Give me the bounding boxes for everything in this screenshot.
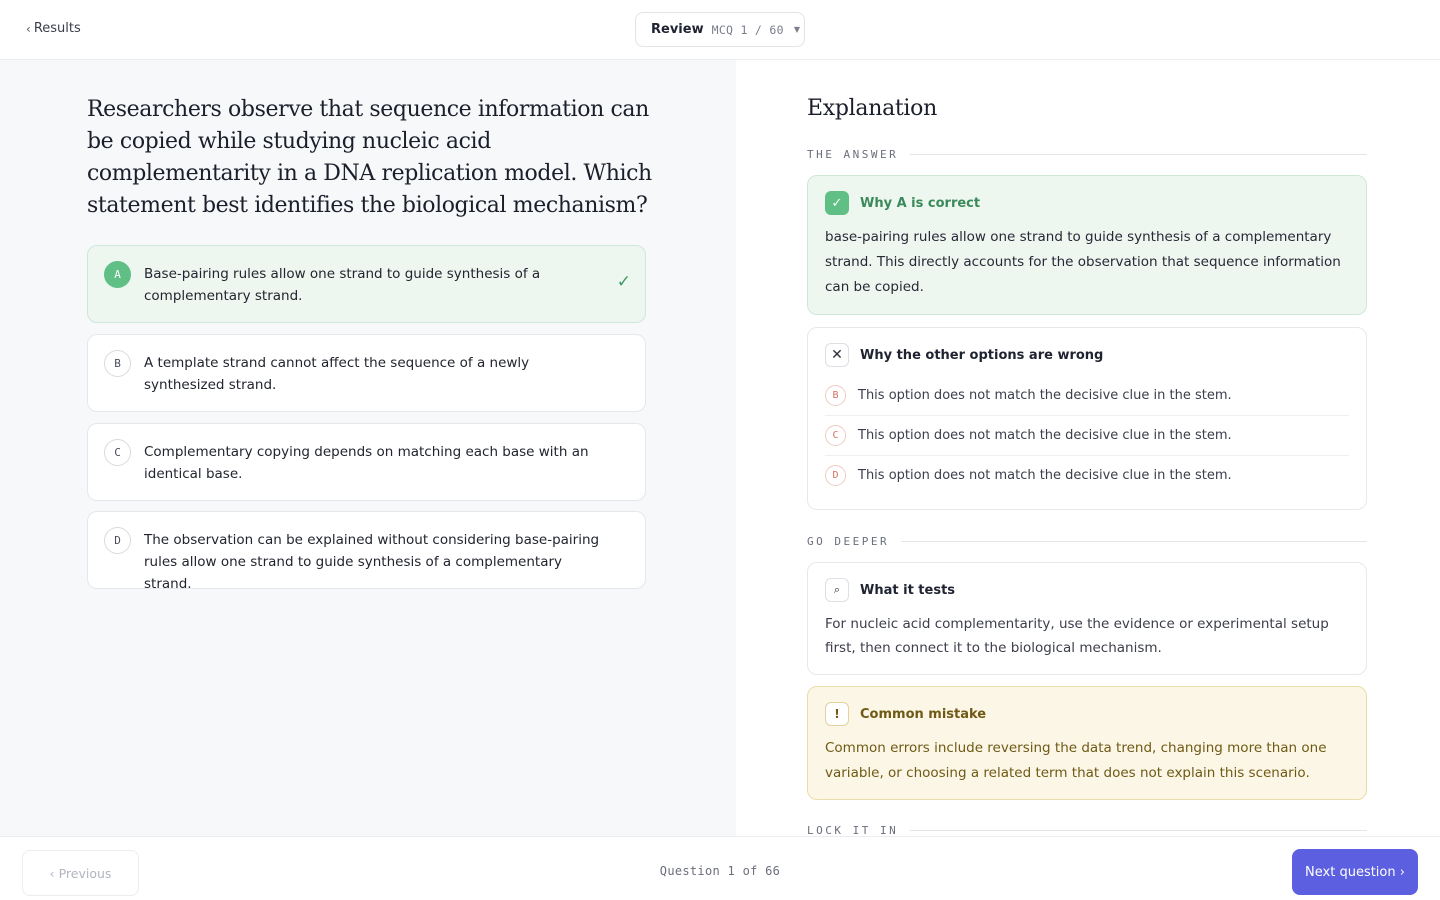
option-b[interactable] xyxy=(87,334,646,412)
option-text: Base-pairing rules allow one strand to guide synthesis of a complementary strand. xyxy=(144,266,541,304)
wrong-option-row xyxy=(825,415,1349,455)
option-d[interactable] xyxy=(87,511,646,592)
wrong-option-letter: C xyxy=(825,425,846,446)
card-title: What it tests xyxy=(860,582,956,598)
search-icon: ⌕ xyxy=(825,578,849,602)
question-panel xyxy=(0,60,736,836)
section-label-text: THE ANSWER xyxy=(807,148,899,161)
previous-label: Previous xyxy=(58,865,112,881)
option-text: The observation can be explained without considering base-pairing rules allow one strand to guide synthesis of a complementary strand. xyxy=(144,532,600,592)
what-it-tests-card xyxy=(807,562,1367,675)
check-icon: ✓ xyxy=(825,191,849,215)
wrong-option-row xyxy=(825,455,1349,495)
explanation-panel[interactable] xyxy=(736,60,1440,836)
section-divider xyxy=(901,541,1367,542)
wrong-option-text: This option does not match the decisive clue in the stem. xyxy=(858,468,1232,483)
card-header xyxy=(825,343,1103,367)
common-mistake-card xyxy=(807,686,1367,800)
card-title: Why the other options are wrong xyxy=(860,347,1104,363)
wrong-option-letter: D xyxy=(825,465,846,486)
close-icon: ✕ xyxy=(825,343,849,367)
option-letter: A xyxy=(104,261,131,288)
back-link-label: Results xyxy=(33,21,81,36)
section-divider xyxy=(910,830,1367,831)
wrong-option-text: This option does not match the decisive clue in the stem. xyxy=(858,387,1232,403)
option-letter: C xyxy=(104,439,131,466)
section-label-answer xyxy=(807,148,1367,161)
explanation-title: Explanation xyxy=(807,96,937,121)
chevron-right-icon: › xyxy=(1395,864,1405,880)
wrong-option-text: This option does not match the decisive clue in the stem. xyxy=(858,428,1232,443)
mode-label: Review xyxy=(651,22,704,37)
question-stem: Researchers observe that sequence information can be copied while studying nucleic acid complementarity in a DNA replication model. Which statement best identifies the biological mechanism? xyxy=(87,97,652,218)
option-letter: B xyxy=(104,350,131,377)
back-to-results-link[interactable] xyxy=(26,21,81,36)
option-text: A template strand cannot affect the sequence of a newly synthesized strand. xyxy=(144,355,530,393)
next-label: Next question xyxy=(1305,864,1396,880)
correct-answer-card xyxy=(807,175,1367,315)
card-title: Why A is correct xyxy=(860,195,981,211)
footer-nav xyxy=(0,836,1440,900)
card-body: For nucleic acid complementarity, use the evidence or experimental setup first, then connect it to the biological mechanism. xyxy=(825,616,1329,656)
wrong-options-card xyxy=(807,327,1367,510)
wrong-option-letter: B xyxy=(825,385,846,406)
chevron-left-icon: ‹ xyxy=(26,21,31,36)
mode-counter: MCQ 1 / 60 xyxy=(711,22,784,37)
wrong-option-row xyxy=(825,375,1349,415)
card-body: base-pairing rules allow one strand to guide synthesis of a complementary strand. This directly accounts for the observation that sequence information can be copied. xyxy=(825,229,1341,295)
check-icon: ✓ xyxy=(616,272,631,292)
section-label-text: GO DEEPER xyxy=(807,535,890,548)
chevron-left-icon: ‹ xyxy=(49,865,59,881)
next-question-button[interactable] xyxy=(1292,849,1418,895)
option-c[interactable] xyxy=(87,423,646,501)
chevron-down-icon: ▼ xyxy=(793,25,800,34)
card-title: Common mistake xyxy=(860,706,987,722)
section-label-lock xyxy=(807,824,1367,836)
section-divider xyxy=(910,154,1367,155)
card-header xyxy=(825,702,986,726)
option-text: Complementary copying depends on matching each base with an identical base. xyxy=(144,444,589,482)
card-body: Common errors include reversing the data trend, changing more than one variable, or choosing a related term that does not explain this scenario. xyxy=(825,740,1327,781)
review-mode-selector[interactable] xyxy=(635,12,805,47)
card-header xyxy=(825,191,980,215)
card-header xyxy=(825,578,955,602)
option-letter: D xyxy=(104,527,131,554)
exclamation-icon: ! xyxy=(825,702,849,726)
option-a[interactable] xyxy=(87,245,646,323)
question-counter: Question 1 of 66 xyxy=(659,864,781,878)
top-bar xyxy=(0,0,1440,60)
section-label-deeper xyxy=(807,535,1367,548)
section-label-text: LOCK IT IN xyxy=(807,824,899,836)
